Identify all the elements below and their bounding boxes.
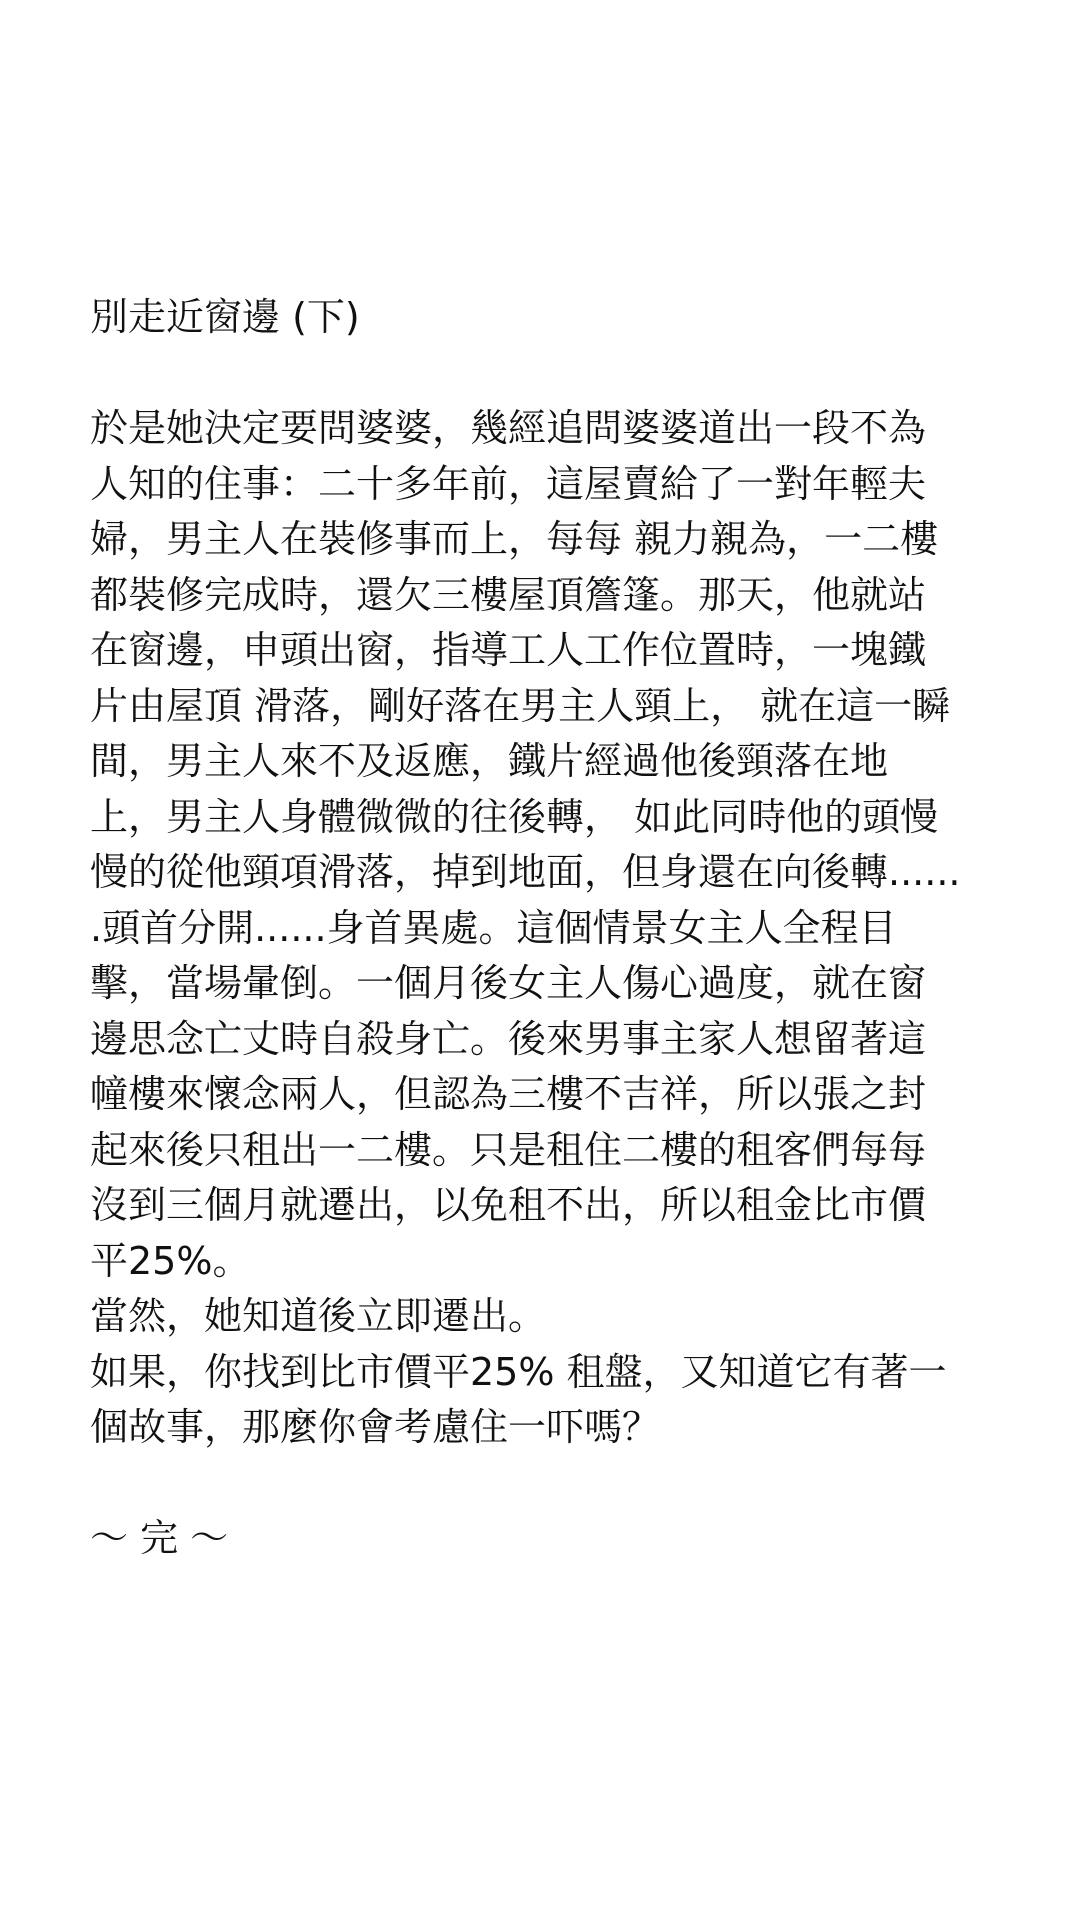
blank-line — [90, 1456, 1010, 1512]
story-line: .頭首分開......身首異處。這個情景女主人全程目 — [90, 905, 897, 950]
story-line: 當然，她知道後立即遷出。 — [90, 1294, 547, 1338]
story-line: 間，男主人來不及返應，鐵片經過他後頸落在地 — [90, 739, 889, 783]
story-line: 在窗邊，申頭出窗，指導工人工作位置時，一塊鐵 — [90, 628, 927, 672]
story-line: 擊，當場暈倒。一個月後女主人傷心過度，就在窗 — [90, 961, 927, 1005]
story-line: 沒到三個月就遷出，以免租不出，所以租金比市價 — [90, 1183, 927, 1227]
story-text — [90, 290, 1010, 1567]
blank-line — [90, 346, 1010, 402]
story-line: 邊思念亡丈時自殺身亡。後來男事主家人想留著這 — [90, 1016, 927, 1061]
story-line: 起來後只租出一二樓。只是租住二樓的租客們每每 — [90, 1127, 927, 1172]
story-title: 別走近窗邊 (下) — [90, 295, 360, 339]
story-line: 片由屋頂 滑落，剛好落在男主人頸上， 就在這一瞬 — [90, 683, 951, 728]
story-line: 幢樓來懷念兩人，但認為三樓不吉祥，所以張之封 — [90, 1072, 927, 1116]
story-line: 個故事，那麼你會考慮住一吓嗎？ — [90, 1405, 661, 1449]
story-line: 平25%。 — [90, 1238, 251, 1283]
story-line: 於是她決定要問婆婆，幾經追問婆婆道出一段不為 — [90, 406, 927, 450]
story-line: 人知的住事：二十多年前，這屋賣給了一對年輕夫 — [90, 461, 927, 506]
story-line: 慢的從他頸項滑落，掉到地面，但身還在向後轉...... — [90, 850, 961, 894]
story-ending: 〜 完 〜 — [90, 1516, 229, 1560]
story-line: 婦，男主人在裝修事而上，每每 親力親為，一二樓 — [90, 517, 939, 561]
story-line: 都裝修完成時，還欠三樓屋頂簷篷。那天，他就站 — [90, 572, 927, 617]
story-line: 上，男主人身體微微的往後轉， 如此同時他的頭慢 — [90, 794, 939, 839]
story-line: 如果，你找到比市價平25% 租盤，又知道它有著一 — [90, 1349, 947, 1394]
